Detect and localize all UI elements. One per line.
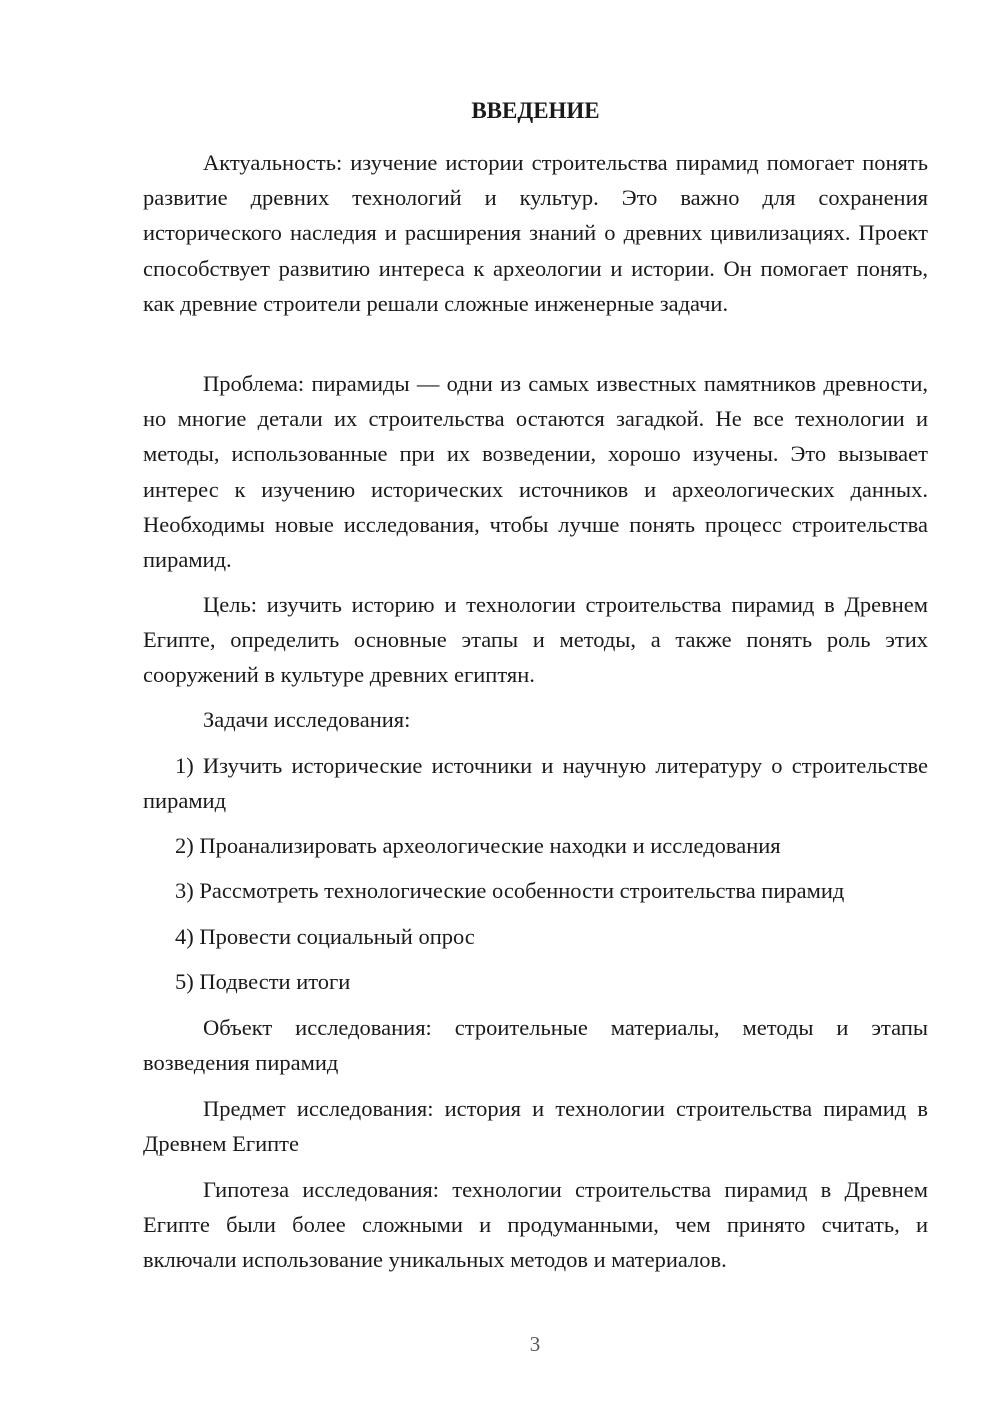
task-item-3: 3) Рассмотреть технологические особенности строительства пирамид (175, 878, 845, 903)
page-number: 3 (529, 1332, 541, 1356)
relevance-paragraph: Актуальность: изучение истории строительства пирамид помогает понять развитие древних технологий и культур. Это важно для сохранения исторического наследия и расширения знаний о древних цивилизациях. Проект способствует развитию интереса к археологии и истории. Он помогает понять, как древние строители решали сложные инженерные задачи. (143, 150, 928, 316)
hypothesis-paragraph: Гипотеза исследования: технологии строительства пирамид в Древнем Египте были более сложными и продуманными, чем принято считать, и включали использование уникальных методов и материалов. (143, 1177, 928, 1273)
section-heading: ВВЕДЕНИЕ (471, 98, 600, 123)
object-paragraph: Объект исследования: строительные материалы, методы и этапы возведения пирамид (143, 1015, 928, 1076)
task-item-2: 2) Проанализировать археологические находки и исследования (175, 833, 781, 858)
tasks-heading: Задачи исследования: (203, 707, 411, 732)
task-item-4: 4) Провести социальный опрос (175, 924, 475, 949)
subject-paragraph: Предмет исследования: история и технологии строительства пирамид в Древнем Египте (143, 1096, 928, 1157)
goal-paragraph: Цель: изучить историю и технологии строительства пирамид в Древнем Египте, определить основные этапы и методы, а также понять роль этих сооружений в культуре древних египтян. (143, 592, 928, 688)
task-item-5: 5) Подвести итоги (175, 969, 351, 994)
problem-paragraph: Проблема: пирамиды — одни из самых известных памятников древности, но многие детали их строительства остаются загадкой. Не все технологии и методы, использованные при их возведении, хорошо изучены. Это вызывает интерес к изучению исторических источников и археологических данных. Необходимы новые исследования, чтобы лучше понять процесс строительства пирамид. (143, 371, 928, 573)
task-item-1: 1) Изучить исторические источники и научную литературу о строительстве пирамид (143, 753, 928, 814)
